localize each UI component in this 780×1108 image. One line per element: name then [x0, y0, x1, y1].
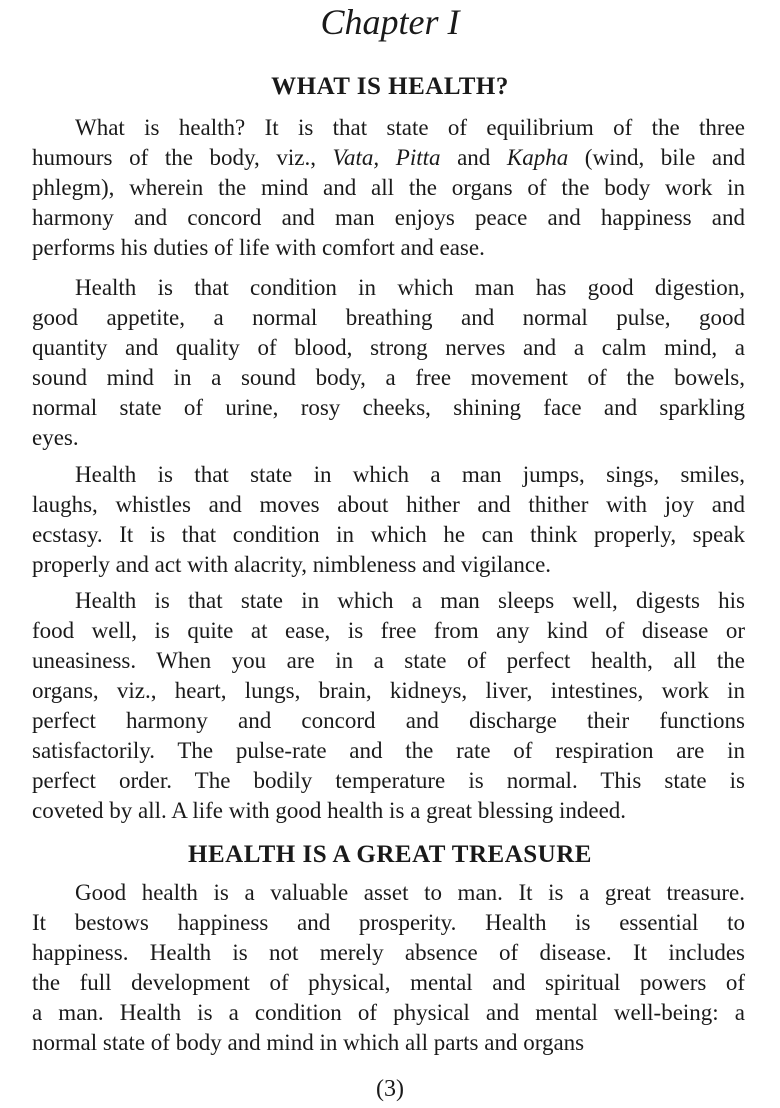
text-line: sound mind in a sound body, a free movement of the bowels, [32, 365, 745, 390]
section-heading-what-is-health: WHAT IS HEALTH? [271, 73, 509, 100]
text-line: Good health is a valuable asset to man. It is a great treasure. [75, 880, 745, 905]
text-line: quantity and quality of blood, strong nerves and a calm mind, a [32, 335, 745, 360]
italic-term: Pitta [395, 145, 441, 170]
text-line: eyes. [32, 425, 79, 450]
text-line: a man. Health is a condition of physical and mental well-being: a [32, 1000, 745, 1025]
italic-term: Kapha [506, 145, 569, 170]
section-heading-great-treasure: HEALTH IS A GREAT TREASURE [188, 841, 592, 868]
page-number: (3) [376, 1076, 404, 1102]
text-line: Health is that condition in which man has good digestion, [75, 275, 745, 300]
paragraph [32, 113, 745, 263]
text-line: normal state of body and mind in which all parts and organs [32, 1030, 585, 1055]
paragraph [32, 273, 745, 453]
italic-term: Vata, [332, 145, 380, 170]
text-line: laughs, whistles and moves about hither and thither with joy and [32, 492, 745, 517]
text-line: properly and act with alacrity, nimbleness and vigilance. [32, 552, 552, 577]
text-line: happiness. Health is not merely absence of disease. It includes [32, 940, 745, 965]
text-line: Health is that state in which a man jumps, sings, smiles, [75, 462, 745, 487]
text-line: organs, viz., heart, lungs, brain, kidneys, liver, intestines, work in [32, 678, 745, 703]
text-line: satisfactorily. The pulse-rate and the rate of respiration are in [32, 738, 745, 763]
text-line: perfect harmony and concord and discharge their functions [32, 708, 745, 733]
text-line: coveted by all. A life with good health is a great blessing indeed. [32, 798, 627, 823]
text-line: humours of the body, viz., Vata, Pitta and Kapha (wind, bile and [32, 145, 746, 170]
text-line: normal state of urine, rosy cheeks, shining face and sparkling [32, 395, 745, 420]
paragraph [32, 586, 745, 826]
text-line: What is health? It is that state of equilibrium of the three [75, 115, 745, 140]
text-line: harmony and concord and man enjoys peace and happiness and [32, 205, 745, 230]
text-line: phlegm), wherein the mind and all the organs of the body work in [32, 175, 745, 200]
paragraph [32, 878, 745, 1058]
text-line: It bestows happiness and prosperity. Health is essential to [32, 910, 745, 935]
text-line: food well, is quite at ease, is free from any kind of disease or [32, 618, 745, 643]
paragraph [32, 460, 745, 580]
text-line: Health is that state in which a man sleeps well, digests his [75, 588, 745, 613]
text-line: performs his duties of life with comfort and ease. [32, 235, 485, 260]
text-line: uneasiness. When you are in a state of perfect health, all the [32, 648, 745, 673]
chapter-title: Chapter I [320, 2, 460, 42]
text-line: good appetite, a normal breathing and normal pulse, good [32, 305, 745, 330]
text-line: perfect order. The bodily temperature is normal. This state is [32, 768, 745, 793]
text-line: the full development of physical, mental and spiritual powers of [32, 970, 745, 995]
text-line: ecstasy. It is that condition in which he can think properly, speak [32, 522, 745, 547]
